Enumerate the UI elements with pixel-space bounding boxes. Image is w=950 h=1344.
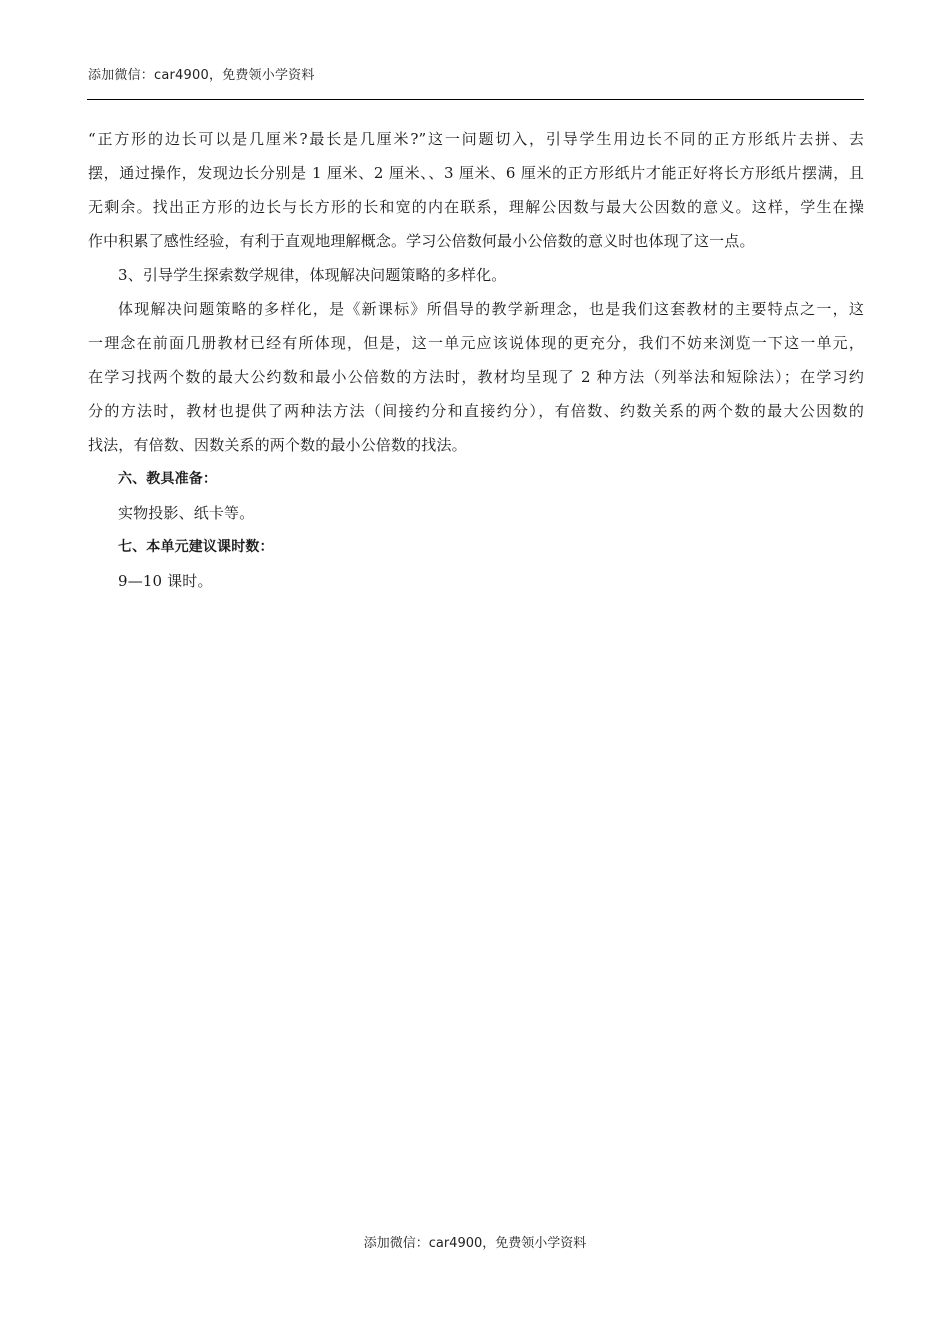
page-header: 添加微信：car4900，免费领小学资料 (88, 68, 315, 83)
page-footer: 添加微信：car4900，免费领小学资料 (363, 1236, 587, 1251)
paragraph-line: 一理念在前面几册教材已经有所体现，但是，这一单元应该说体现的更充分，我们不妨来浏览一下这一单元， (88, 334, 864, 352)
section-text: 9—10 课时。 (118, 572, 213, 590)
header-divider (87, 99, 864, 100)
section-heading: 六、教具准备： (118, 471, 218, 487)
paragraph-line: 作中积累了感性经验，有利于直观地理解概念。学习公倍数何最小公倍数的意义时也体现了这一点。 (88, 232, 755, 250)
paragraph-line: “正方形的边长可以是几厘米?最长是几厘米?”这一问题切入，引导学生用边长不同的正方形纸片去拼、去 (88, 130, 864, 148)
section-heading: 七、本单元建议课时数： (118, 539, 274, 555)
paragraph-line: 找法，有倍数、因数关系的两个数的最小公倍数的找法。 (88, 436, 467, 454)
paragraph-line: 分的方法时，教材也提供了两种法方法（间接约分和直接约分），有倍数、约数关系的两个数的最大公因数的 (88, 402, 864, 420)
paragraph-line: 体现解决问题策略的多样化，是《新课标》所倡导的教学新理念，也是我们这套教材的主要特点之一，这 (118, 300, 864, 318)
list-item-heading: 3、引导学生探索数学规律，体现解决问题策略的多样化。 (118, 266, 507, 284)
section-text: 实物投影、纸卡等。 (118, 504, 255, 522)
paragraph-line: 摆，通过操作，发现边长分别是 1 厘米、2 厘米、、3 厘米、6 厘米的正方形纸片才能正好将长方形纸片摆满，且 (88, 164, 864, 182)
document-body (88, 122, 864, 598)
paragraph-line: 无剩余。找出正方形的边长与长方形的长和宽的内在联系，理解公因数与最大公因数的意义。这样，学生在操 (88, 198, 864, 216)
paragraph-line: 在学习找两个数的最大公约数和最小公倍数的方法时，教材均呈现了 2 种方法（列举法和短除法）；在学习约 (88, 368, 864, 386)
